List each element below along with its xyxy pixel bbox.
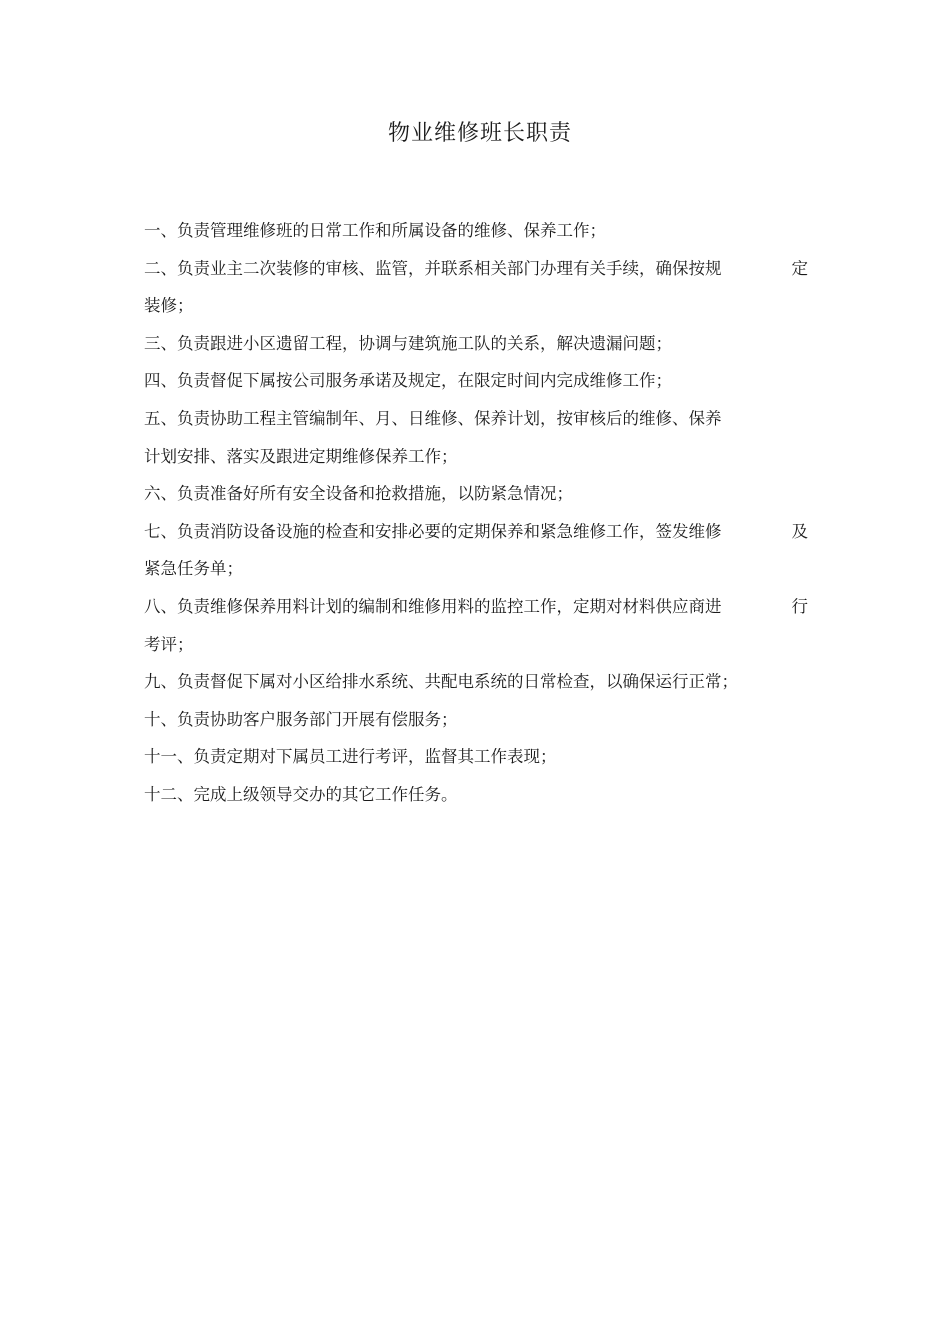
duty-text: 七、负责消防设备设施的检查和安排必要的定期保养和紧急维修工作，签发维修 [144,521,722,541]
duty-line-16 [144,776,808,814]
duty-list [144,212,808,814]
duty-text: 九、负责督促下属对小区给排水系统、共配电系统的日常检查，以确保运行正常； [144,672,738,692]
duty-line-15 [144,738,808,776]
duty-text: 装修； [144,296,194,316]
duty-line-3 [144,287,808,325]
duty-text: 一、负责管理维修班的日常工作和所属设备的维修、保养工作； [144,221,606,240]
duty-line-11 [144,588,808,626]
duty-text: 三、负责跟进小区遗留工程，协调与建筑施工队的关系，解决遗漏问题； [144,333,672,353]
duty-text: 六、负责准备好所有安全设备和抢救措施，以防紧急情况； [144,484,573,504]
duty-text: 八、负责维修保养用料计划的编制和维修用料的监控工作，定期对材料供应商进 [144,596,722,616]
duty-text: 计划安排、落实及跟进定期维修保养工作； [144,446,458,466]
duty-line-1 [144,212,808,250]
duty-text: 四、负责督促下属按公司服务承诺及规定，在限定时间内完成维修工作； [144,371,672,391]
duty-line-10 [144,550,808,588]
duty-text: 紧急任务单； [144,559,243,579]
duty-line-5 [144,362,808,400]
duty-line-13 [144,663,808,701]
duty-line-2 [144,250,808,288]
duty-line-12 [144,626,808,664]
duty-text: 二、负责业主二次装修的审核、监管，并联系相关部门办理有关手续，确保按规 [144,258,722,278]
duty-text: 十二、完成上级领导交办的其它工作任务。 [144,784,458,804]
duty-line-6 [144,400,808,438]
duty-text: 十、负责协助客户服务部门开展有偿服务； [144,709,458,729]
duty-line-9 [144,513,808,551]
duty-text: 五、负责协助工程主管编制年、月、日维修、保养计划，按审核后的维修、保养 [144,408,722,428]
duty-text: 考评； [144,634,194,654]
duty-line-8 [144,475,808,513]
duty-line-7 [144,438,808,476]
duty-text-tail: 定 [791,258,808,278]
duty-text: 十一、负责定期对下属员工进行考评，监督其工作表现； [144,747,557,767]
duty-line-4 [144,325,808,363]
duty-text-tail: 行 [791,596,808,616]
duty-text-tail: 及 [791,521,808,541]
duty-line-14 [144,701,808,739]
document-title: 物业维修班长职责 [387,121,572,146]
